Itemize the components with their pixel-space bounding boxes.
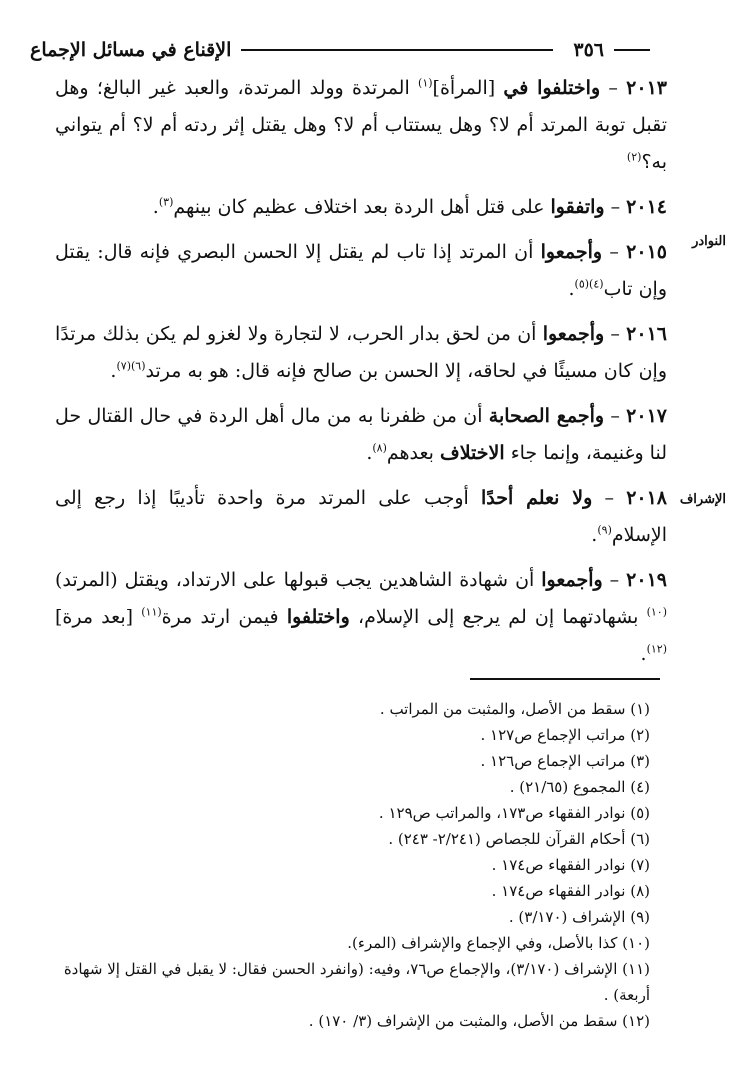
footnote: (٣) مراتب الإجماع ص١٢٦ .	[480, 752, 650, 770]
keyword: وأجمعوا	[540, 241, 603, 263]
issue-number: ٢٠١٣	[626, 77, 667, 99]
header-rule-right	[614, 49, 650, 51]
text: أن شهادة الشاهدين يجب قبولها على الارتداد، ويقتل (المرتد)	[55, 569, 542, 591]
dash: –	[604, 196, 627, 218]
issue-number: ٢٠١٥	[626, 241, 667, 263]
footnote-ref: (٨)	[372, 441, 387, 455]
footnote: (٤) المجموع (٢١/٦٥) .	[509, 778, 650, 796]
header-rule	[241, 49, 553, 51]
keyword: وأجمعوا	[542, 323, 605, 345]
keyword: ولا نعلم أحدًا	[481, 487, 593, 509]
text: على قتل أهل الردة بعد اختلاف عظيم كان بينهم	[173, 196, 551, 218]
issue-number: ٢٠١٨	[626, 487, 668, 509]
footnote: (٦) أحكام القرآن للجصاص (٢/٢٤١- ٢٤٣) .	[388, 830, 650, 848]
text: أن من لحق بدار الحرب، لا لتجارة ولا لغزو لم يكن بذلك مرتدًا وإن كان مسيئًا في لحاقه، إلا الحسن بن صالح فإنه قال: هو به مرتد	[55, 323, 667, 382]
issue-number: ٢٠١٧	[626, 405, 667, 427]
dash: –	[602, 241, 627, 263]
keyword: وأجمعوا	[541, 569, 603, 591]
text: بشهادتهما إن لم يرجع إلى الإسلام،	[349, 606, 647, 628]
issue-number: ٢٠١٩	[626, 569, 667, 591]
dash: –	[604, 405, 627, 427]
text: .	[568, 278, 575, 300]
footnote: (٥) نوادر الفقهاء ص١٧٣، والمراتب ص١٢٩ .	[378, 804, 650, 822]
footnote-ref: (٢)	[626, 150, 642, 164]
page-number: ٣٥٦	[573, 39, 604, 61]
paragraph-2014	[55, 189, 667, 226]
dash: –	[602, 569, 627, 591]
paragraph-2018	[55, 480, 667, 554]
text: .	[591, 524, 598, 546]
dash: –	[604, 323, 627, 345]
footnote-ref: (١٢)	[646, 642, 667, 656]
footnote: (١٠) كذا بالأصل، وفي الإجماع والإشراف (المرء).	[347, 934, 650, 952]
footnote-ref: (٦)(٧)	[116, 359, 146, 373]
text: [المرأة]	[432, 77, 504, 99]
footnote-ref: (١)	[418, 76, 433, 90]
footnote: (١١) الإشراف (٣/١٧٠)، والإجماع ص٧٦، وفيه: (وانفرد الحسن فقال: لا يقبل في القتل إلا شهادة أربعة) .	[63, 960, 650, 1004]
text: المرتدة وولد المرتدة، والعبد غير البالغ؛ وهل تقبل توبة المرتد أم لا؟ وهل يستتاب أم لا؟ وهل يقتل إثر ردته أم لا؟ أم يتواني به؟	[55, 77, 667, 173]
text: أن من ظفرنا به من مال أهل الردة في حال القتال حل لنا وغنيمة، وإنما جاء	[55, 405, 667, 464]
issue-number: ٢٠١٦	[626, 323, 667, 345]
text: [بعد مرة]	[55, 606, 142, 628]
keyword: الاختلاف	[440, 442, 505, 464]
paragraph-2016	[55, 316, 667, 390]
text: فيمن ارتد مرة	[161, 606, 287, 628]
footnote: (٢) مراتب الإجماع ص١٢٧ .	[480, 726, 650, 744]
text: .	[366, 442, 373, 464]
footnote-ref: (٩)	[597, 523, 612, 537]
paragraph-2019	[55, 562, 667, 673]
keyword: وأجمع الصحابة	[488, 405, 605, 427]
paragraph-2017	[55, 398, 667, 472]
paragraph-2013	[55, 70, 667, 181]
keyword: واختلفوا	[286, 606, 350, 628]
text: .	[152, 196, 159, 218]
footnote-ref: (٤)(٥)	[574, 277, 604, 291]
text: أن المرتد إذا تاب لم يقتل إلا الحسن البصري فإنه قال: يقتل وإن تاب	[55, 241, 667, 300]
keyword: واختلفوا في	[503, 77, 601, 99]
issue-number: ٢٠١٤	[626, 196, 667, 218]
footnote-ref: (٣)	[158, 195, 174, 209]
main-text	[55, 70, 667, 681]
margin-note-ishraf: الإشراف	[679, 492, 726, 507]
footnote: (١٢) سقط من الأصل، والمثبت من الإشراف (٣/ ١٧٠) .	[308, 1012, 650, 1030]
text: .	[110, 360, 117, 382]
footnote: (٧) نوادر الفقهاء ص١٧٤ .	[491, 856, 650, 874]
margin-note-nawadir: النوادر	[692, 234, 726, 249]
running-title: الإقناع في مسائل الإجماع	[30, 39, 232, 61]
footnote: (١) سقط من الأصل، والمثبت من المراتب .	[379, 700, 650, 718]
footnote: (٩) الإشراف (٣/١٧٠) .	[508, 908, 650, 926]
text: أوجب على المرتد مرة واحدة تأديبًا إذا رجع إلى الإسلام	[55, 487, 667, 546]
paragraph-2015	[55, 234, 667, 308]
footnotes	[40, 696, 650, 1034]
footnote-ref: (١١)	[141, 605, 162, 619]
footnote-separator	[470, 678, 660, 680]
dash: –	[592, 487, 627, 509]
text: .	[640, 643, 647, 665]
keyword: واتفقوا	[550, 196, 605, 218]
dash: –	[600, 77, 627, 99]
page-header	[30, 36, 660, 64]
footnote-ref: (١٠)	[646, 605, 668, 619]
footnote: (٨) نوادر الفقهاء ص١٧٤ .	[491, 882, 650, 900]
text: بعدهم	[386, 442, 441, 464]
